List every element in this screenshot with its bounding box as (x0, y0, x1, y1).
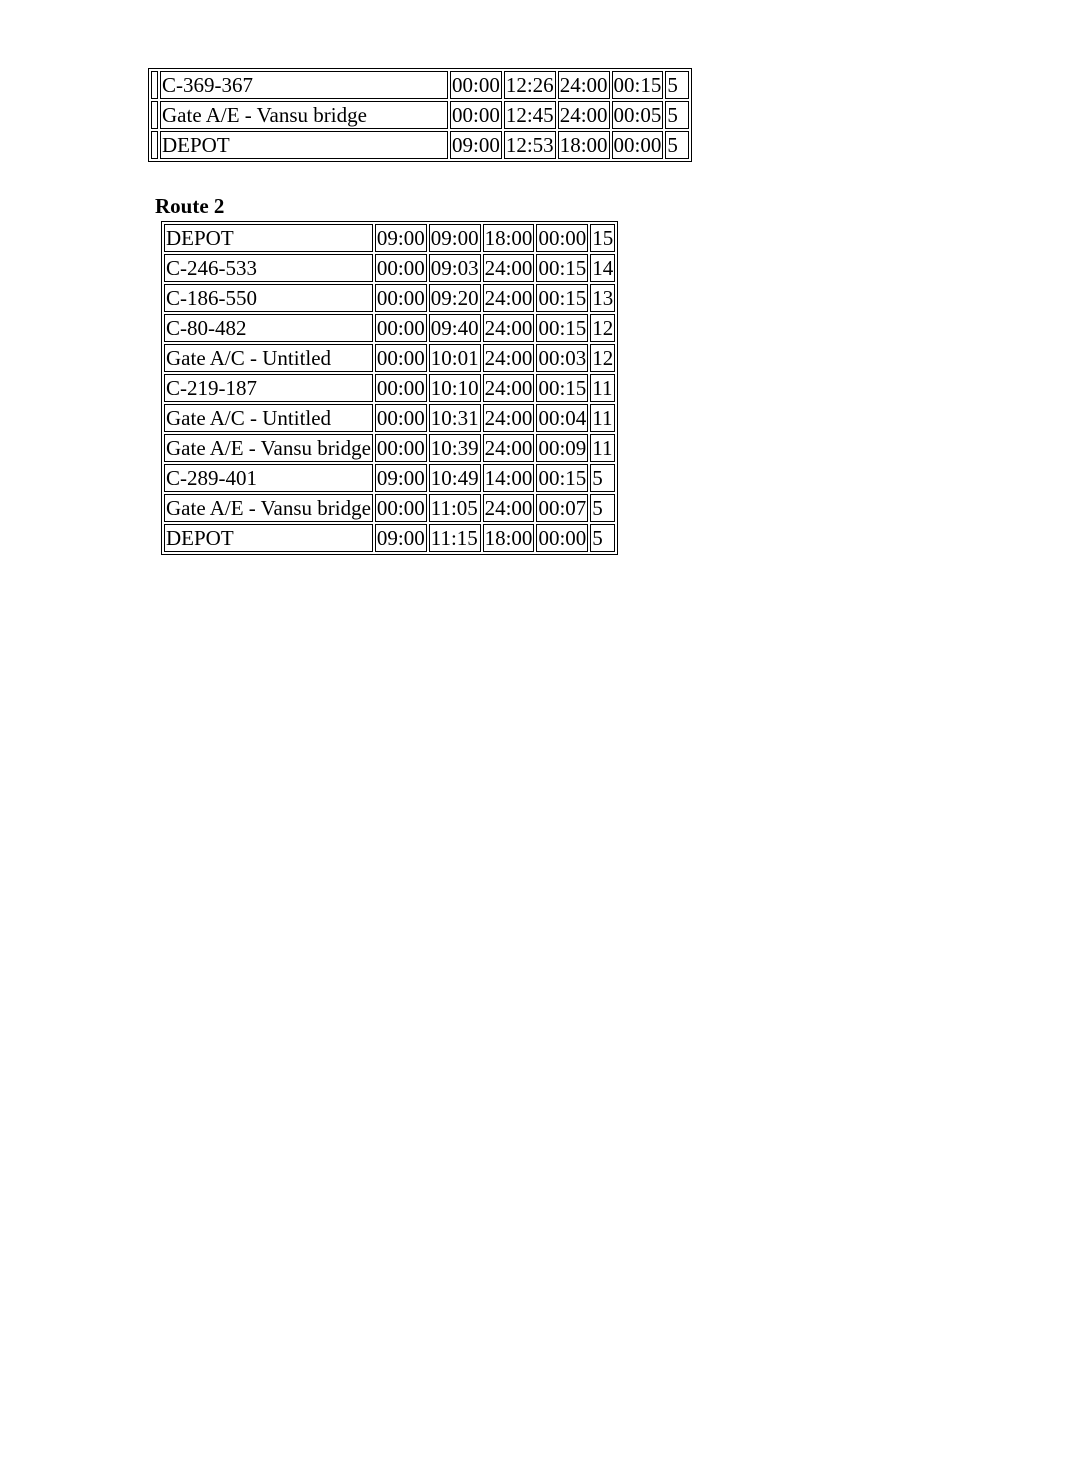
load-cell: 15 (592, 226, 614, 250)
stop-name-cell: Gate A/C - Untitled (164, 344, 373, 372)
stop-name-cell: Gate A/C - Untitled (164, 404, 373, 432)
open-time-cell: 00:00 (376, 376, 425, 400)
table-row (151, 131, 689, 159)
service-time-cell: 00:15 (538, 316, 587, 340)
close-time-cell: 24:00 (484, 256, 533, 280)
table-row (151, 71, 689, 99)
table-row (151, 101, 689, 129)
stop-name-cell: Gate A/E - Vansu bridge (166, 496, 371, 520)
table-row (164, 464, 615, 492)
arrival-time-cell: 10:39 (430, 436, 479, 460)
load-cell: 5 (590, 524, 615, 552)
close-time-cell: 18:00 (559, 133, 608, 157)
table-row (164, 404, 615, 432)
load-cell: 14 (592, 256, 614, 280)
close-time-cell: 24:00 (484, 316, 533, 340)
open-time-cell: 09:00 (376, 466, 425, 490)
table-row (164, 224, 615, 252)
stop-name-cell: DEPOT (164, 524, 373, 552)
close-time-cell: 24:00 (559, 103, 608, 127)
close-time-cell: 18:00 (484, 526, 533, 550)
service-time-cell: 00:03 (538, 346, 587, 370)
load-cell: 5 (665, 131, 689, 159)
open-time-cell: 00:00 (376, 406, 425, 430)
load-cell: 5 (590, 494, 615, 522)
close-time-cell: 18:00 (484, 226, 533, 250)
empty-cell (151, 101, 158, 129)
load-cell: 5 (665, 71, 689, 99)
load-cell: 11 (590, 404, 615, 432)
stop-name-cell: C-246-533 (164, 254, 373, 282)
open-time-cell: 00:00 (376, 256, 425, 280)
arrival-time-cell: 10:01 (430, 346, 479, 370)
stop-name-cell: C-80-482 (164, 314, 373, 342)
service-time-cell: 00:15 (538, 256, 587, 280)
close-time-cell: 24:00 (484, 346, 533, 370)
load-cell: 13 (592, 286, 614, 310)
open-time-cell: 00:00 (452, 73, 500, 97)
arrival-time-cell: 12:53 (505, 133, 554, 157)
stop-name-cell: C-186-550 (164, 284, 373, 312)
route-2-heading: Route 2 (155, 194, 225, 218)
load-cell: 12 (592, 316, 614, 340)
service-time-cell: 00:09 (538, 436, 587, 460)
open-time-cell: 09:00 (376, 226, 425, 250)
arrival-time-cell: 09:40 (430, 316, 479, 340)
service-time-cell: 00:15 (538, 376, 587, 400)
arrival-time-cell: 09:20 (430, 286, 479, 310)
route-2-table (161, 221, 618, 555)
arrival-time-cell: 10:10 (430, 376, 479, 400)
stop-name-cell: C-369-367 (160, 71, 448, 99)
open-time-cell: 09:00 (376, 526, 425, 550)
table-row (164, 494, 615, 522)
arrival-time-cell: 12:45 (505, 103, 554, 127)
load-cell: 11 (590, 374, 615, 402)
load-cell: 11 (590, 434, 615, 462)
open-time-cell: 00:00 (376, 346, 425, 370)
close-time-cell: 24:00 (484, 376, 533, 400)
service-time-cell: 00:15 (613, 73, 662, 97)
service-time-cell: 00:04 (538, 406, 587, 430)
table-row (164, 314, 615, 342)
stop-name-cell: Gate A/E - Vansu bridge (160, 101, 448, 129)
stop-name-cell: Gate A/E - Vansu bridge (166, 436, 371, 460)
stop-name-cell: DEPOT (160, 131, 448, 159)
service-time-cell: 00:15 (538, 466, 587, 490)
stop-name-cell: DEPOT (164, 224, 373, 252)
table-row (164, 344, 615, 372)
close-time-cell: 24:00 (484, 286, 533, 310)
table-row (164, 374, 615, 402)
empty-cell (151, 131, 158, 159)
route-1-table (148, 68, 692, 162)
service-time-cell: 00:00 (613, 133, 662, 157)
open-time-cell: 00:00 (376, 436, 425, 460)
service-time-cell: 00:00 (538, 526, 587, 550)
service-time-cell: 00:07 (538, 496, 587, 520)
arrival-time-cell: 11:05 (429, 494, 481, 522)
open-time-cell: 00:00 (452, 103, 500, 127)
close-time-cell: 14:00 (484, 466, 533, 490)
load-cell: 12 (592, 346, 614, 370)
close-time-cell: 24:00 (559, 73, 608, 97)
arrival-time-cell: 11:15 (429, 524, 481, 552)
arrival-time-cell: 09:03 (430, 256, 479, 280)
close-time-cell: 24:00 (484, 406, 533, 430)
service-time-cell: 00:15 (538, 286, 587, 310)
empty-cell (151, 71, 158, 99)
table-row (164, 434, 615, 462)
load-cell: 5 (590, 464, 615, 492)
open-time-cell: 00:00 (376, 316, 425, 340)
open-time-cell: 00:00 (376, 286, 425, 310)
table-row (164, 284, 615, 312)
open-time-cell: 09:00 (452, 133, 500, 157)
close-time-cell: 24:00 (484, 436, 533, 460)
stop-name-cell: C-219-187 (164, 374, 373, 402)
table-row (164, 524, 615, 552)
arrival-time-cell: 12:26 (505, 73, 554, 97)
service-time-cell: 00:05 (613, 103, 662, 127)
arrival-time-cell: 10:31 (430, 406, 479, 430)
arrival-time-cell: 10:49 (430, 466, 479, 490)
stop-name-cell: C-289-401 (164, 464, 373, 492)
table-row (164, 254, 615, 282)
close-time-cell: 24:00 (484, 496, 533, 520)
arrival-time-cell: 09:00 (430, 226, 479, 250)
load-cell: 5 (665, 101, 689, 129)
open-time-cell: 00:00 (376, 496, 425, 520)
service-time-cell: 00:00 (538, 226, 587, 250)
